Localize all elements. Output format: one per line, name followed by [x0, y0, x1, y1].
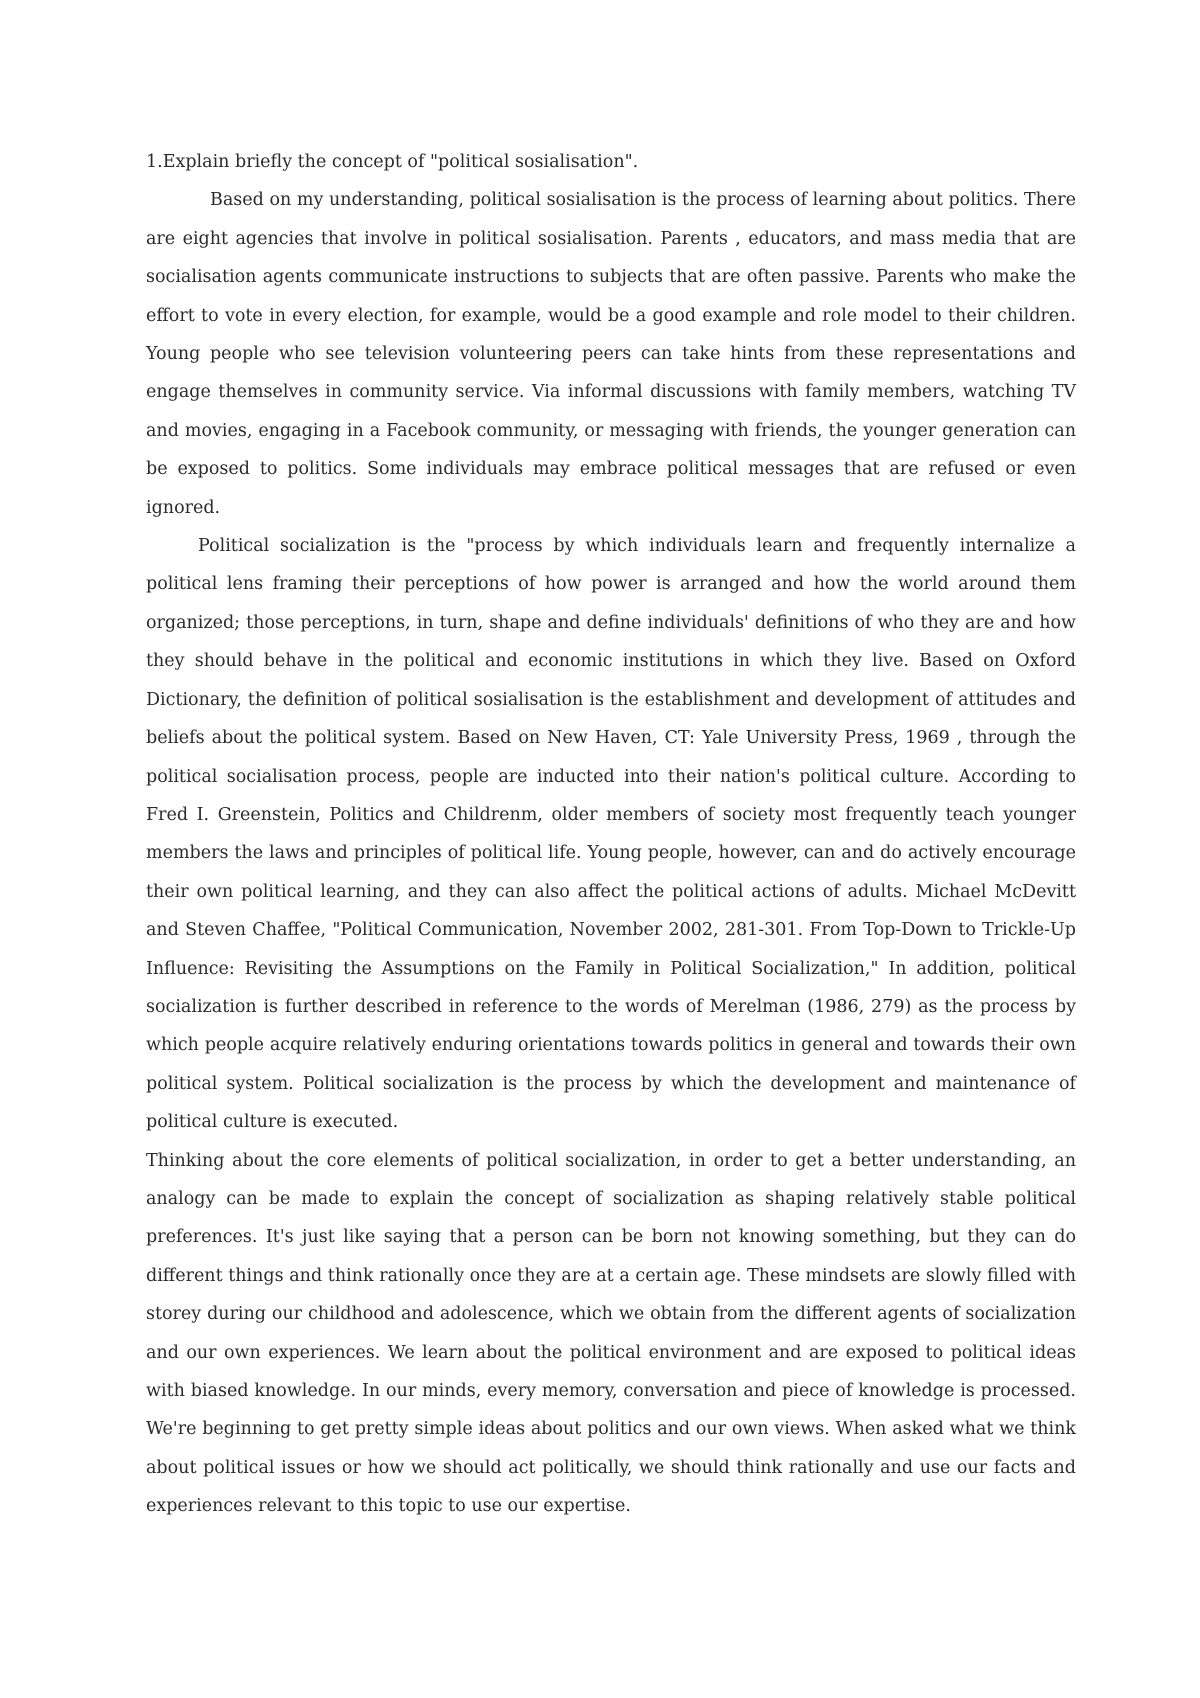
paragraph-definition-understanding: Based on my understanding, political sosialisation is the process of learning about politics. There are eight agencies that involve in political sosialisation. Parents , educators, and mass media that are socialisation agents communicate instructions to subjects that are often passive. Parents who make the effort to vote in every election, for example, would be a good example and role model to their children. Young people who see television volunteering peers can take hints from these representations and engage themselves in community service. Via informal discussions with family members, watching TV and movies, engaging in a Facebook community, or messaging with friends, the younger generation can be exposed to politics. Some individuals may embrace political messages that are refused or even ignored.: [146, 190, 1076, 518]
question-heading: 1.Explain briefly the concept of "political sosialisation".: [146, 152, 639, 172]
document-page: [146, 143, 1076, 1526]
paragraph-core-elements-analogy: Thinking about the core elements of political socialization, in order to get a better understanding, an analogy can be made to explain the concept of socialization as shaping relatively stable political preferences. It's just like saying that a person can be born not knowing something, but they can do different things and think rationally once they are at a certain age. These mindsets are slowly filled with storey during our childhood and adolescence, which we obtain from the different agents of socialization and our own experiences. We learn about the political environment and are exposed to political ideas with biased knowledge. In our minds, every memory, conversation and piece of knowledge is processed. We're beginning to get pretty simple ideas about politics and our own views. When asked what we think about political issues or how we should act politically, we should think rationally and use our facts and experiences relevant to this topic to use our expertise.: [146, 1150, 1076, 1517]
paragraph-political-socialization-references: Political socialization is the "process by which individuals learn and frequently internalize a political lens framing their perceptions of how power is arranged and how the world around them organized; those perceptions, in turn, shape and define individuals' definitions of who they are and how they should behave in the political and economic institutions in which they live. Based on Oxford Dictionary, the definition of political sosialisation is the establishment and development of attitudes and beliefs about the political system. Based on New Haven, CT: Yale University Press, 1969 , through the political socialisation process, people are inducted into their nation's political culture. According to Fred I. Greenstein, Politics and Childrenm, older members of society most frequently teach younger members the laws and principles of political life. Young people, however, can and do actively encourage their own political learning, and they can also affect the political actions of adults. Michael McDevitt and Steven Chaffee, "Political Communication, November 2002, 281-301. From Top-Down to Trickle-Up Influence: Revisiting the Assumptions on the Family in Political Socialization," In addition, political socialization is further described in reference to the words of Merelman (1986, 279) as the process by which people acquire relatively enduring orientations towards politics in general and towards their own political system. Political socialization is the process by which the development and maintenance of political culture is executed.: [146, 536, 1076, 1133]
